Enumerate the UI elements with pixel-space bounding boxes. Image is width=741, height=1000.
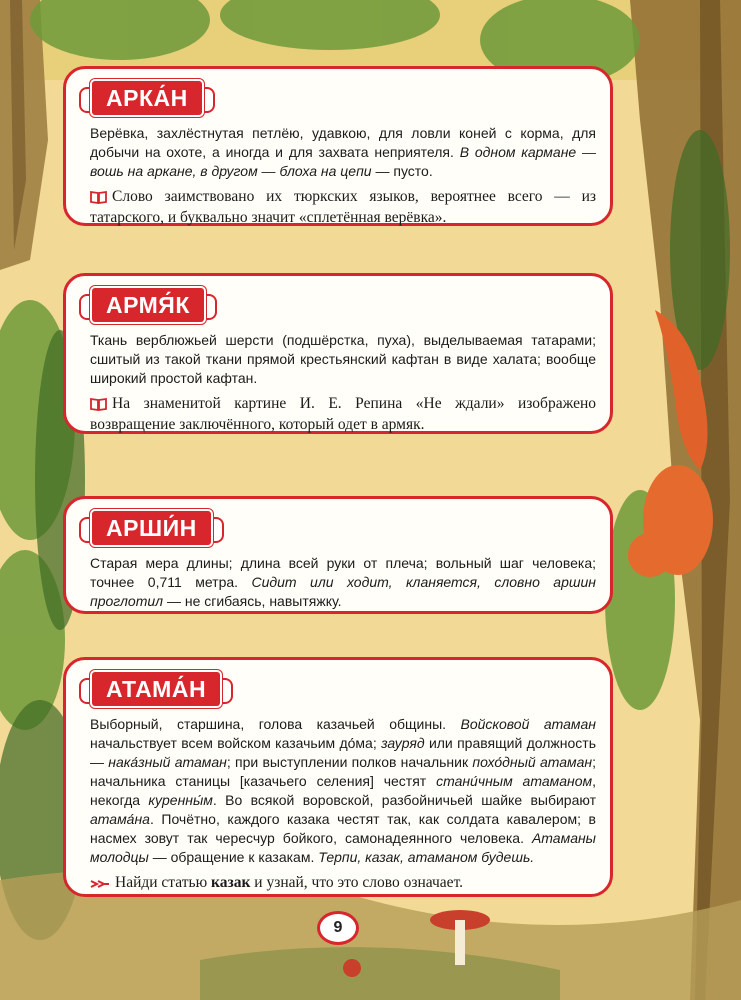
example-phrase: куренны́м — [148, 792, 213, 808]
example-phrase: Сидит или ходит, кланяется, словно аршин проглотил — [90, 574, 596, 609]
headword-banner: АРМЯ́К — [92, 288, 204, 322]
entry-definition — [90, 331, 596, 388]
example-phrase: Терпи, казак, атаманом будешь. — [318, 849, 535, 865]
note-text: На знаменитой картине И. Е. Репина «Не ждали» изображено возвращение заключённого, который одет в армяк. — [90, 395, 596, 433]
definition-text: — обращение к казакам. — [148, 849, 319, 865]
arrow-icon — [90, 878, 110, 890]
example-phrase: зауряд — [381, 735, 425, 751]
entry-crossref — [90, 872, 596, 893]
entry-card-arshin — [63, 496, 613, 614]
entry-definition — [90, 554, 596, 611]
page-number: 9 — [317, 911, 359, 945]
definition-text: или правящий должность — — [90, 735, 597, 770]
definition-text: — пусто. — [371, 163, 433, 179]
example-phrase: Войсковой атаман — [460, 716, 596, 732]
headword-banner: АРКА́Н — [92, 81, 202, 115]
definition-text: Ткань верблюжьей шерсти (подшёрстка, пуха), выделываемая татарами; сшитый из такой ткани прямой крестьянский кафтан в виде халата; вообще широкий простой кафтан. — [90, 332, 596, 386]
definition-text: — не сгибаясь, навытяжку. — [163, 593, 342, 609]
definition-text: ; начальника станицы [казачьего селения] честят — [90, 754, 597, 789]
entry-note — [90, 186, 596, 228]
definition-text: , некогда — [90, 773, 596, 808]
book-icon — [90, 397, 107, 411]
entry-card-arkan — [63, 66, 613, 226]
crossref-term: казак — [211, 874, 251, 891]
entry-card-ataman — [63, 657, 613, 897]
crossref-text-part: Найди статью — [115, 874, 212, 891]
book-icon — [90, 190, 107, 204]
example-phrase: В одном кармане — вошь на аркане, в другом — блоха на цепи — [90, 144, 596, 179]
entry-definition — [90, 715, 596, 867]
headword-banner: АРШИ́Н — [92, 511, 211, 545]
crossref-text — [115, 874, 463, 891]
example-phrase: Атаманы молодцы — [90, 830, 596, 865]
entry-card-armyak — [63, 273, 613, 434]
snail-illustration — [343, 959, 361, 977]
headword-banner: АТАМА́Н — [92, 672, 220, 706]
entry-note — [90, 393, 596, 435]
definition-text: Выборный, старшина, голова казачьей общины. — [90, 716, 461, 732]
entry-definition — [90, 124, 596, 181]
definition-text: . Почётно, каждого казака честят так, как солдата кавалером; в насмех зовут так чересчур бойкого, самонадеянного человека. — [90, 811, 596, 846]
definition-text: Старая мера длины; длина всей руки от плеча; вольный шаг человека; точнее 0,711 метра. — [90, 555, 596, 590]
definition-text: Верёвка, захлёстнутая петлёю, удавкою, для ловли коней с корма, для добычи на охоте, а иногда и для захвата неприятеля. — [90, 125, 596, 160]
definition-text: ; при выступлении полков начальник — [226, 754, 473, 770]
definition-text: . Во всякой воровской, разбойничьей шайке выбирают — [212, 792, 596, 808]
definition-text: начальствует всем войском казачьим до́ма; — [90, 735, 382, 751]
note-text: Слово заимствовано их тюркских языков, вероятнее всего — из татарского, и буквально значит «сплетённая верёвка». — [90, 188, 596, 226]
example-phrase: похо́дный атаман — [472, 754, 593, 770]
example-phrase: нака́зный атаман — [108, 754, 227, 770]
example-phrase: атама́на — [90, 811, 150, 827]
example-phrase: стани́чным атаманом — [436, 773, 593, 789]
crossref-text-part: и узнай, что это слово означает. — [250, 874, 464, 891]
